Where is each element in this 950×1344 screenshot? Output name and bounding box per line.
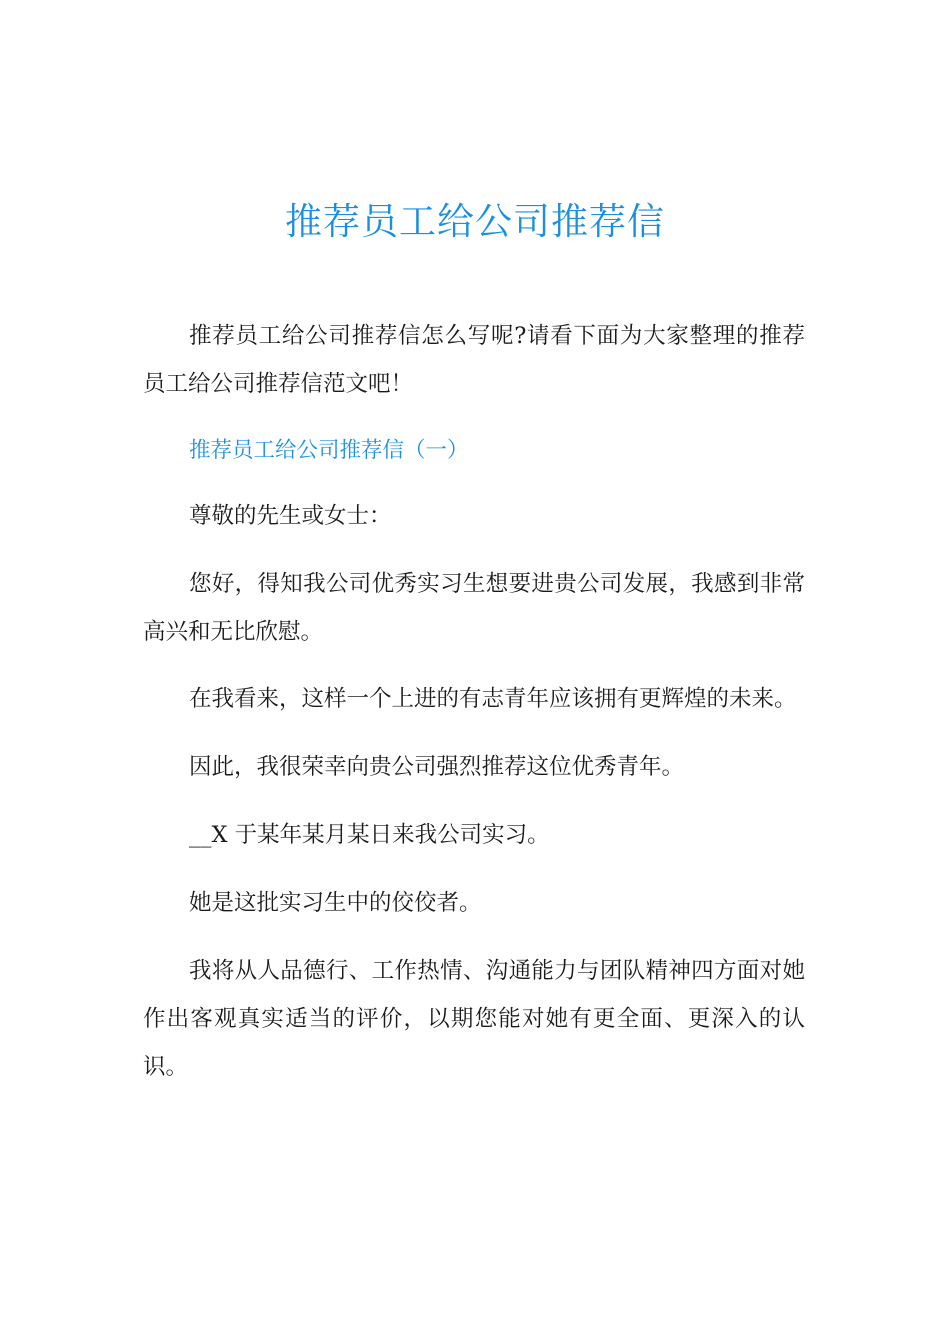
body-paragraph-standout: 她是这批实习生中的佼佼者。 bbox=[189, 890, 482, 916]
document-body bbox=[143, 312, 805, 1110]
intro-paragraph: 推荐员工给公司推荐信怎么写呢?请看下面为大家整理的推荐员工给公司推荐信范文吧！ bbox=[143, 323, 805, 397]
body-paragraph-internship: __X 于某年某月某日来我公司实习。 bbox=[189, 822, 550, 848]
document-title: 推荐员工给公司推荐信 bbox=[285, 200, 665, 243]
section-heading: 推荐员工给公司推荐信（一） bbox=[189, 438, 469, 463]
body-paragraph-evaluation: 我将从人品德行、工作热情、沟通能力与团队精神四方面对她作出客观真实适当的评价，以期您能对她有更全面、更深入的认识。 bbox=[143, 958, 805, 1080]
body-paragraph-future: 在我看来，这样一个上进的有志青年应该拥有更辉煌的未来。 bbox=[189, 686, 797, 712]
body-paragraph-recommend: 因此，我很荣幸向贵公司强烈推荐这位优秀青年。 bbox=[189, 754, 685, 780]
salutation: 尊敬的先生或女士： bbox=[189, 503, 392, 529]
body-paragraph-greeting: 您好，得知我公司优秀实习生想要进贵公司发展，我感到非常高兴和无比欣慰。 bbox=[143, 571, 805, 645]
